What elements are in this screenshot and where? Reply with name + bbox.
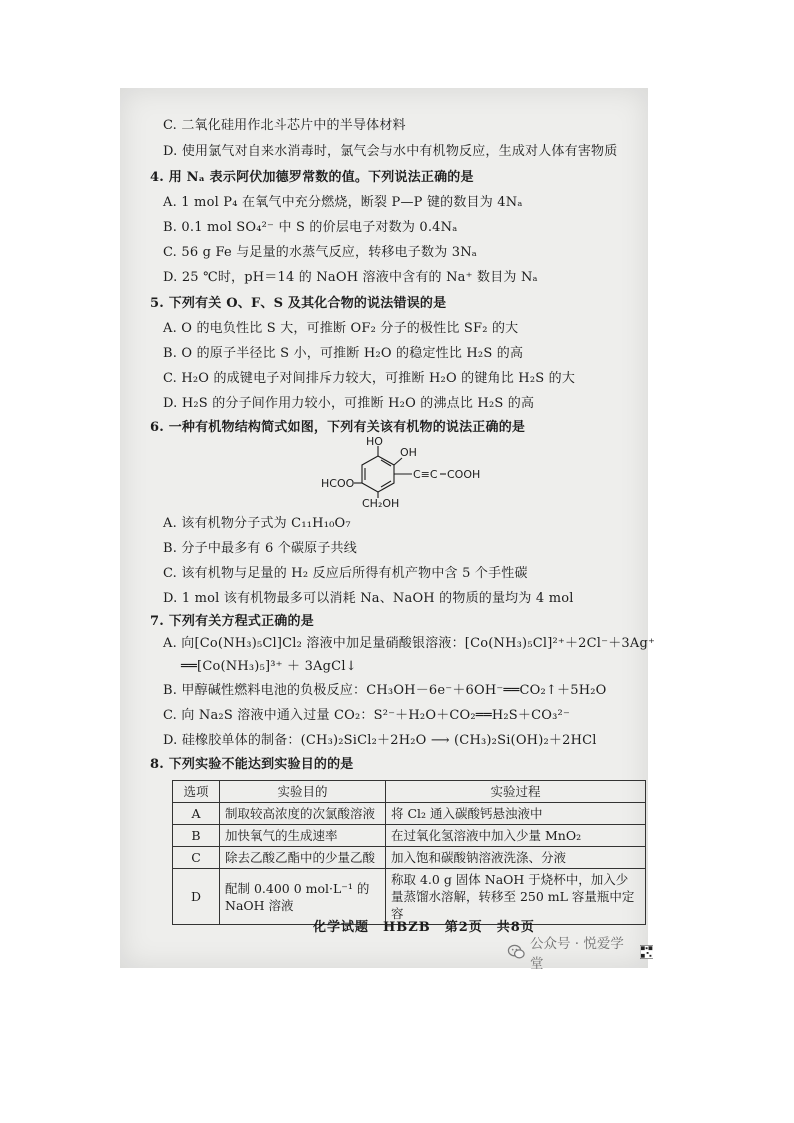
option-6c: C. 该有机物与足量的 H₂ 反应后所得有机产物中含 5 个手性碳 [163,566,528,581]
row-procedure: 将 Cl₂ 通入碳酸钙悬浊液中 [386,803,646,825]
hydroxyl-label-1: HO [366,436,383,448]
question-7: 7. 下列有关方程式正确的是 [150,614,314,629]
molecule-structure [318,436,498,508]
formate-label: HCOO [321,477,355,490]
row-goal: 加快氧气的生成速率 [220,825,386,847]
option-5d: D. H₂S 的分子间作用力较小，可推断 H₂O 的沸点比 H₂S 的高 [163,396,535,411]
option-2d: D. 使用氯气对自来水消毒时，氯气会与水中有机物反应，生成对人体有害物质 [163,144,618,159]
hydroxymethyl-label: CH₂OH [362,497,400,508]
watermark-text: 公众号 · 悦爱学堂 [529,936,624,972]
wechat-icon [507,942,526,962]
row-option: A [173,803,220,825]
row-procedure: 称取 4.0 g 固体 NaOH 于烧杯中，加入少量蒸馏水溶解，转移至 250 mL 容量瓶中定容 [386,869,646,925]
option-7a-line2: ══[Co(NH₃)₅]³⁺ ＋ 3AgCl↓ [181,659,357,674]
option-7a-line1: A. 向[Co(NH₃)₅Cl]Cl₂ 溶液中加足量硝酸银溶液：[Co(NH₃)₅Cl]²⁺＋2Cl⁻＋3Ag⁺ [163,636,656,651]
question-5: 5. 下列有关 O、F、S 及其化合物的说法错误的是 [150,296,447,311]
option-4a: A. 1 mol P₄ 在氧气中充分燃烧，断裂 P—P 键的数目为 4Nₐ [163,195,523,210]
question-4: 4. 用 Nₐ 表示阿伏加德罗常数的值。下列说法正确的是 [150,170,474,185]
row-goal: 配制 0.400 0 mol·L⁻¹ 的 NaOH 溶液 [220,869,386,925]
option-6a: A. 该有机物分子式为 C₁₁H₁₀O₇ [163,516,351,531]
table-header-row [173,781,646,803]
experiment-table [172,780,646,925]
question-6: 6. 一种有机物结构简式如图，下列有关该有机物的说法正确的是 [150,420,526,435]
row-option: D [173,869,220,925]
qr-code-icon [640,945,653,959]
option-7b: B. 甲醇碱性燃料电池的负极反应：CH₃OH－6e⁻＋6OH⁻══CO₂↑＋5H₂O [163,683,607,698]
table-row [173,847,646,869]
option-4c: C. 56 g Fe 与足量的水蒸气反应，转移电子数为 3Nₐ [163,245,478,260]
header-option: 选项 [173,781,220,803]
option-7d: D. 硅橡胶单体的制备：(CH₃)₂SiCl₂＋2H₂O ⟶ (CH₃)₂Si(OH)₂＋2HCl [163,733,597,748]
table-row [173,803,646,825]
header-goal: 实验目的 [220,781,386,803]
option-5a: A. O 的电负性比 S 大，可推断 OF₂ 分子的极性比 SF₂ 的大 [163,321,519,336]
option-4b: B. 0.1 mol SO₄²⁻ 中 S 的价层电子对数为 0.4Nₐ [163,220,458,235]
question-8: 8. 下列实验不能达到实验目的的是 [150,757,354,772]
option-7c: C. 向 Na₂S 溶液中通入过量 CO₂：S²⁻＋H₂O＋CO₂══H₂S＋CO₃²⁻ [163,708,571,723]
option-6d: D. 1 mol 该有机物最多可以消耗 Na、NaOH 的物质的量均为 4 mol [163,591,574,606]
row-procedure: 加入饱和碳酸钠溶液洗涤、分液 [386,847,646,869]
hydroxyl-label-2: OH [400,446,417,459]
row-option: B [173,825,220,847]
option-5b: B. O 的原子半径比 S 小，可推断 H₂O 的稳定性比 H₂S 的高 [163,346,524,361]
watermark [507,936,653,972]
row-procedure: 在过氧化氢溶液中加入少量 MnO₂ [386,825,646,847]
row-option: C [173,847,220,869]
option-5c: C. H₂O 的成键电子对间排斥力较大，可推断 H₂O 的键角比 H₂S 的大 [163,371,576,386]
table-row [173,825,646,847]
row-goal: 制取较高浓度的次氯酸溶液 [220,803,386,825]
alkyne-label: C≡C [413,468,438,481]
row-goal: 除去乙酸乙酯中的少量乙酸 [220,847,386,869]
header-procedure: 实验过程 [386,781,646,803]
option-6b: B. 分子中最多有 6 个碳原子共线 [163,541,357,556]
option-4d: D. 25 ℃时，pH＝14 的 NaOH 溶液中含有的 Na⁺ 数目为 Nₐ [163,270,538,285]
carboxyl-label: COOH [447,468,481,481]
page-footer: 化学试题 HBZB 第2页 共8页 [313,920,535,935]
option-2c: C. 二氧化硅用作北斗芯片中的半导体材料 [163,118,406,133]
